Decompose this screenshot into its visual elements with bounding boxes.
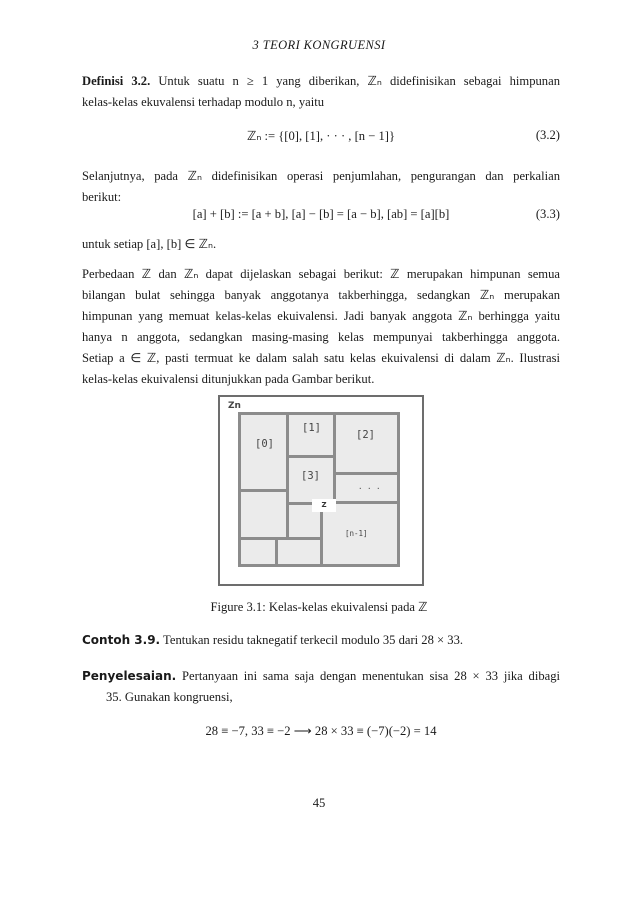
equivalence-classes-figure — [218, 395, 424, 586]
difference-line: Setiap a ∈ ℤ, pasti termuat ke dalam salah satu kelas ekuivalensi di dalam ℤₙ. Ilustrasi — [82, 351, 560, 365]
class-2-label: [2] — [356, 429, 375, 441]
class-0-cell — [241, 415, 286, 489]
ellipsis-label: . . . — [358, 482, 381, 491]
congruence-equation: 28 ≡ −7, 33 ≡ −2 ⟶ 28 × 33 ≡ (−7)(−2) = 14 — [205, 724, 437, 738]
definition-line-1 — [82, 71, 560, 92]
equation-number-3-3: (3.3) — [535, 207, 560, 221]
definition-text-1: Untuk suatu n ≥ 1 yang diberikan, ℤₙ didefinisikan sebagai himpunan — [150, 74, 560, 88]
difference-paragraph — [82, 264, 560, 390]
class-3-cell — [289, 458, 333, 502]
class-cell — [241, 492, 286, 537]
class-1-label: [1] — [302, 422, 321, 434]
solution-line-2: 35. Gunakan kongruensi, — [106, 690, 233, 704]
operations-line-2: berikut: — [82, 190, 122, 204]
difference-line: himpunan yang memuat kelas-kelas ekuivalensi. Jadi banyak anggota ℤₙ berhingga yaitu — [82, 309, 560, 323]
page-number: 45 — [312, 796, 326, 810]
difference-line: bilangan bulat sehingga banyak anggotanya takberhingga, sedangkan ℤₙ merupakan — [82, 288, 560, 302]
z-set-box — [238, 412, 400, 567]
for-every-line: untuk setiap [a], [b] ∈ ℤₙ. — [82, 237, 217, 251]
figure-caption: Figure 3.1: Kelas-kelas ekuivalensi pada ℤ — [210, 600, 428, 614]
class-0-label: [0] — [255, 438, 274, 450]
example-text: Tentukan residu taknegatif terkecil modulo 35 dari 28 × 33. — [160, 633, 464, 647]
operations-line-1: Selanjutnya, pada ℤₙ didefinisikan operasi penjumlahan, pengurangan dan perkalian — [82, 169, 560, 183]
example-paragraph — [82, 630, 560, 651]
example-label: Contoh 3.9. — [82, 633, 161, 647]
example-line — [82, 630, 560, 651]
class-n-1-cell — [323, 504, 397, 564]
class-2-cell — [336, 415, 397, 472]
equation-3-2: ℤₙ := {[0], [1], · · · , [n − 1]} — [246, 129, 396, 143]
ellipsis-cell — [336, 475, 397, 501]
running-header: 3 TEORI KONGRUENSI — [252, 38, 386, 52]
equation-number-3-2: (3.2) — [535, 128, 560, 142]
solution-label: Penyelesaian. — [82, 669, 177, 683]
difference-line: hanya n anggota, sedangkan masing-masing kelas mempunyai takberhingga anggota. — [82, 330, 560, 344]
class-cell — [278, 540, 320, 564]
solution-paragraph — [82, 666, 560, 708]
class-1-cell — [289, 415, 333, 455]
difference-line: kelas-kelas ekuivalensi ditunjukkan pada Gambar berikut. — [82, 372, 375, 386]
class-n-1-label: [n-1] — [345, 529, 368, 538]
definition-line-2: kelas-kelas ekuvalensi terhadap modulo n, yaitu — [82, 95, 325, 109]
definition-label: Definisi 3.2. — [82, 74, 151, 88]
solution-line-1 — [82, 666, 560, 687]
z-set-label: Z — [312, 499, 336, 512]
operations-paragraph — [82, 166, 560, 208]
solution-text-1: Pertanyaan ini sama saja dengan menentukan sisa 28 × 33 jika dibagi — [176, 669, 560, 683]
definition-paragraph — [82, 71, 560, 113]
class-cell — [241, 540, 275, 564]
zn-label: Zn — [228, 401, 241, 411]
equation-3-3: [a] + [b] := [a + b], [a] − [b] = [a − b], [ab] = [a][b] — [192, 207, 450, 221]
class-3-label: [3] — [301, 470, 320, 482]
difference-line: Perbedaan ℤ dan ℤₙ dapat dijelaskan sebagai berikut: ℤ merupakan himpunan semua — [82, 267, 560, 281]
